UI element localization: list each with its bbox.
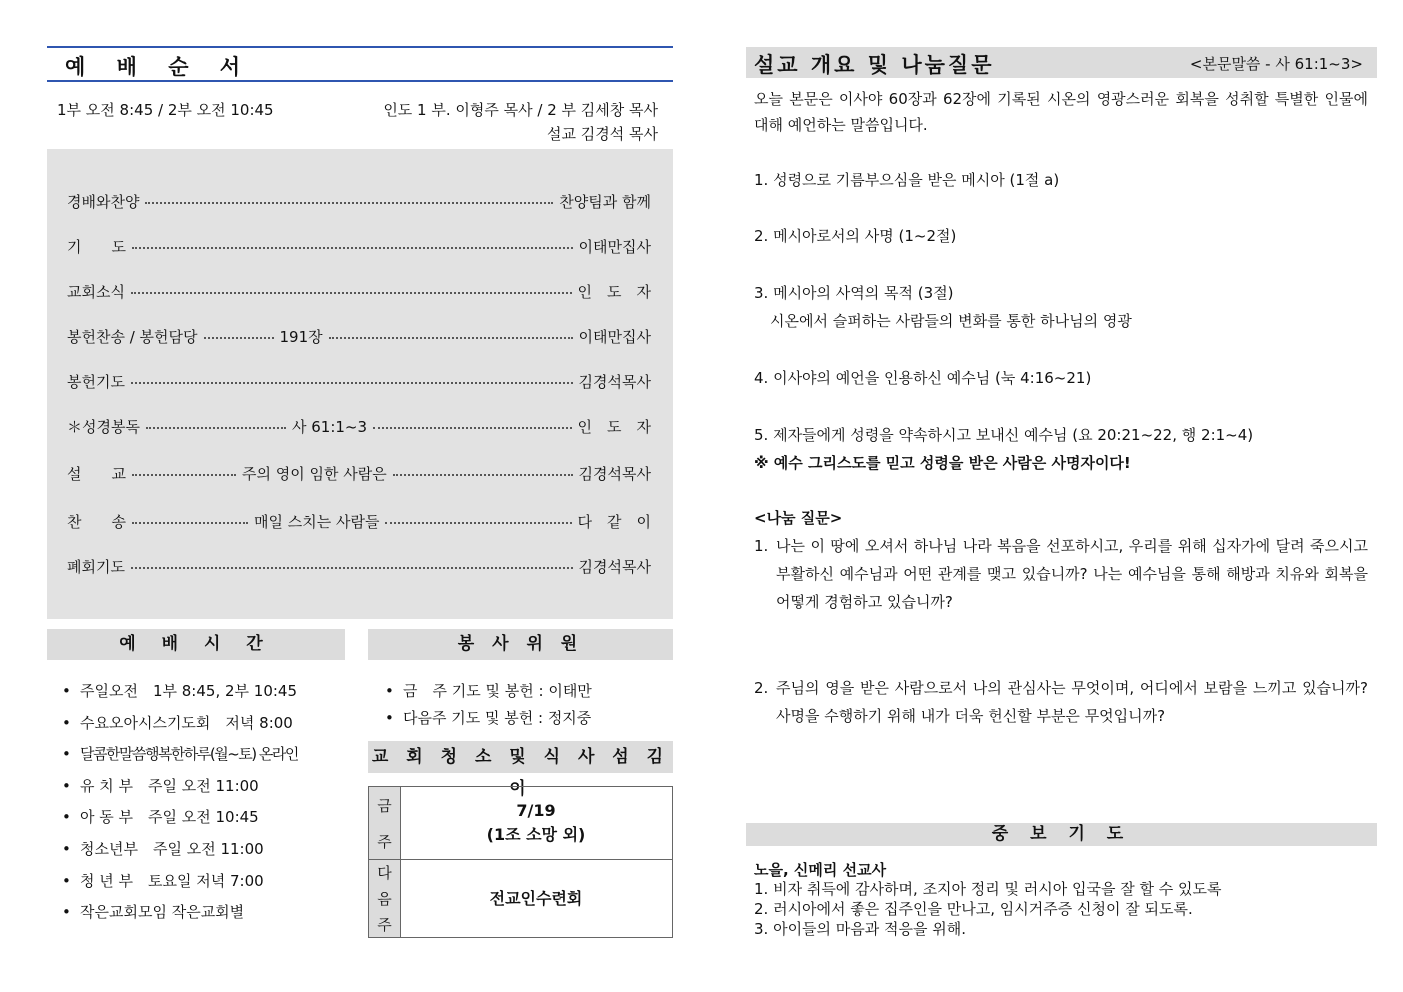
service-times-title: 예 배 시 간: [47, 629, 345, 660]
table-row-this-week: [369, 787, 672, 860]
leader-dots: [132, 522, 248, 524]
label-char: 주: [377, 915, 392, 934]
order-item-detail: 매일 스치는 사람들: [253, 512, 380, 531]
sermon-title: 설교 개요 및 나눔질문: [754, 53, 995, 77]
next-week-value: [400, 860, 672, 937]
order-item-label: 경배와찬양: [67, 192, 140, 211]
order-item-person: 김경석목사: [578, 372, 651, 391]
sermon-point: 2. 메시아로서의 사명 (1~2절): [754, 227, 957, 245]
list-item: • 청 년 부 토요일 저녁 7:00: [62, 869, 298, 901]
list-item: • 청소년부 주일 오전 11:00: [62, 837, 298, 869]
list-item: • 아 동 부 주일 오전 10:45: [62, 805, 298, 837]
question-number: 1.: [754, 537, 769, 555]
order-item-person: 김경석목사: [578, 557, 651, 576]
order-item-label: 설 교: [67, 464, 126, 483]
order-item-detail: 191장: [279, 327, 323, 346]
list-item: • 유 치 부 주일 오전 11:00: [62, 774, 298, 806]
table-row-next-week: [369, 860, 672, 937]
order-item-person: 이태만집사: [578, 327, 651, 346]
sermon-point: 1. 성령으로 기름부으심을 받은 메시아 (1절 a): [754, 171, 1060, 189]
next-week-label: [369, 860, 401, 937]
next-week-team: 전교인수련회: [489, 888, 583, 908]
missionary-name: 노을, 신메리 선교사: [754, 861, 887, 879]
list-item: • 작은교회모임 작은교회별: [62, 900, 298, 932]
question-text: 주님의 영을 받은 사람으로서 나의 관심사는 무엇이며, 어디에서 보람을 느끼고 있습니까? 사명을 수행하기 위해 내가 더욱 헌신할 부분은 무엇입니까?: [776, 679, 1368, 725]
sharing-question: [754, 532, 1368, 616]
question-text: 나는 이 땅에 오셔서 하나님 나라 복음을 선포하시고, 우리를 위해 십자가에 달려 죽으시고 부활하신 예수님과 어떤 관계를 맺고 있습니까? 나는 예수님을 통해 해방과 치유와 회복을 어떻게 경험하고 있습니까?: [776, 537, 1368, 611]
sermon-intro: 오늘 본문은 이사야 60장과 62장에 기록된 시온의 영광스러운 회복을 성취할 특별한 인물에 대해 예언하는 말씀입니다.: [754, 90, 1368, 134]
order-item-label: 봉헌찬송 / 봉헌담당: [67, 327, 198, 346]
order-item: [67, 324, 651, 348]
order-item: [67, 461, 651, 485]
prayer-list: [754, 879, 1222, 939]
label-char: 금: [377, 796, 392, 815]
this-week-date: 7/19: [516, 801, 556, 820]
order-item: [67, 279, 651, 303]
order-item: [67, 189, 651, 213]
sermon-point: 5. 제자들에게 성령을 약속하시고 보내신 예수님 (요 20:21~22, 행 2:1~4): [754, 426, 1254, 444]
worship-order-title: 예 배 순 서: [65, 55, 253, 79]
cleaning-title: 교 회 청 소 및 식 사 섬 김 이: [368, 741, 673, 773]
order-item-person: 이태만집사: [578, 237, 651, 256]
leader-dots: [393, 474, 573, 476]
order-item: [67, 554, 651, 578]
list-item: • 수요오아시스기도회 저녁 8:00: [62, 711, 298, 743]
leader-dots: [329, 337, 573, 339]
leaders-line-1: 인도 1 부. 이형주 목사 / 2 부 김세창 목사: [383, 101, 658, 119]
order-item-label: 봉헌기도: [67, 372, 125, 391]
service-committee-title: 봉 사 위 원: [368, 629, 673, 660]
service-times-list: [62, 679, 298, 932]
order-item-person: 인 도 자: [577, 282, 651, 301]
sharing-questions-title: <나눔 질문>: [754, 509, 843, 527]
order-item-label: 폐회기도: [67, 557, 125, 576]
leader-dots: [132, 474, 236, 476]
list-item: 3. 아이들의 마음과 적응을 위해.: [754, 920, 967, 938]
order-item-label: 기 도: [67, 237, 126, 256]
this-week-label: [369, 787, 401, 859]
order-item-label: 교회소식: [67, 282, 125, 301]
service-committee-list: [385, 679, 592, 733]
label-char: 음: [377, 889, 392, 908]
order-item-label: ＊성경봉독: [67, 417, 140, 436]
list-item: • 달콤한말씀행복한하루(월~토) 온라인: [62, 742, 298, 774]
leader-dots: [385, 522, 571, 524]
order-item-person: 인 도 자: [577, 417, 651, 436]
this-week-value: [400, 787, 672, 859]
sermon-note: ※ 예수 그리스도를 믿고 성령을 받은 사람은 사명자이다!: [754, 454, 1131, 472]
leader-dots: [146, 427, 286, 429]
leader-dots: [131, 567, 573, 569]
sermon-point-detail: 시온에서 슬퍼하는 사람들의 변화를 통한 하나님의 영광: [770, 312, 1132, 330]
order-item: [67, 414, 651, 438]
order-item-person: 김경석목사: [578, 464, 651, 483]
order-item: [67, 234, 651, 258]
leader-dots: [373, 427, 571, 429]
leader-dots: [145, 202, 553, 204]
leader-dots: [132, 247, 573, 249]
order-item-label: 찬 송: [67, 512, 126, 531]
service-times-summary: 1부 오전 8:45 / 2부 오전 10:45: [57, 101, 274, 119]
intercession-title: 중 보 기 도: [746, 823, 1377, 846]
order-item: [67, 509, 651, 533]
sharing-question: [754, 674, 1368, 730]
question-number: 2.: [754, 679, 769, 697]
scripture-reference: <본문말씀 - 사 61:1~3>: [1189, 55, 1363, 73]
sermon-point: 3. 메시아의 사역의 목적 (3절): [754, 284, 954, 302]
leader-dots: [131, 292, 572, 294]
this-week-team: (1조 소망 외): [486, 825, 586, 844]
leaders-line-2: 설교 김경석 목사: [547, 125, 658, 143]
order-item-detail: 사 61:1~3: [291, 417, 368, 436]
order-item-person: 찬양팀과 함께: [559, 192, 651, 211]
list-item: • 다음주 기도 및 봉헌 : 정지중: [385, 706, 592, 733]
label-char: 주: [377, 832, 392, 851]
leader-dots: [204, 337, 274, 339]
list-item: • 금 주 기도 및 봉헌 : 이태만: [385, 679, 592, 706]
list-item: 1. 비자 취득에 감사하며, 조지아 정리 및 러시아 입국을 잘 할 수 있도록: [754, 880, 1222, 898]
sermon-point: 4. 이사야의 예언을 인용하신 예수님 (눅 4:16~21): [754, 369, 1092, 387]
label-char: 다: [377, 864, 392, 883]
leader-dots: [131, 382, 573, 384]
order-item-detail: 주의 영이 임한 사람은: [241, 464, 387, 483]
sermon-header: [746, 47, 1377, 78]
list-item: • 주일오전 1부 8:45, 2부 10:45: [62, 679, 298, 711]
worship-order-box: [47, 149, 673, 619]
worship-order-header: [47, 46, 673, 82]
list-item: 2. 러시아에서 좋은 집주인을 만나고, 임시거주증 신청이 잘 되도록.: [754, 900, 1193, 918]
order-item-person: 다 같 이: [577, 512, 651, 531]
order-item: [67, 369, 651, 393]
cleaning-table: [368, 786, 673, 938]
